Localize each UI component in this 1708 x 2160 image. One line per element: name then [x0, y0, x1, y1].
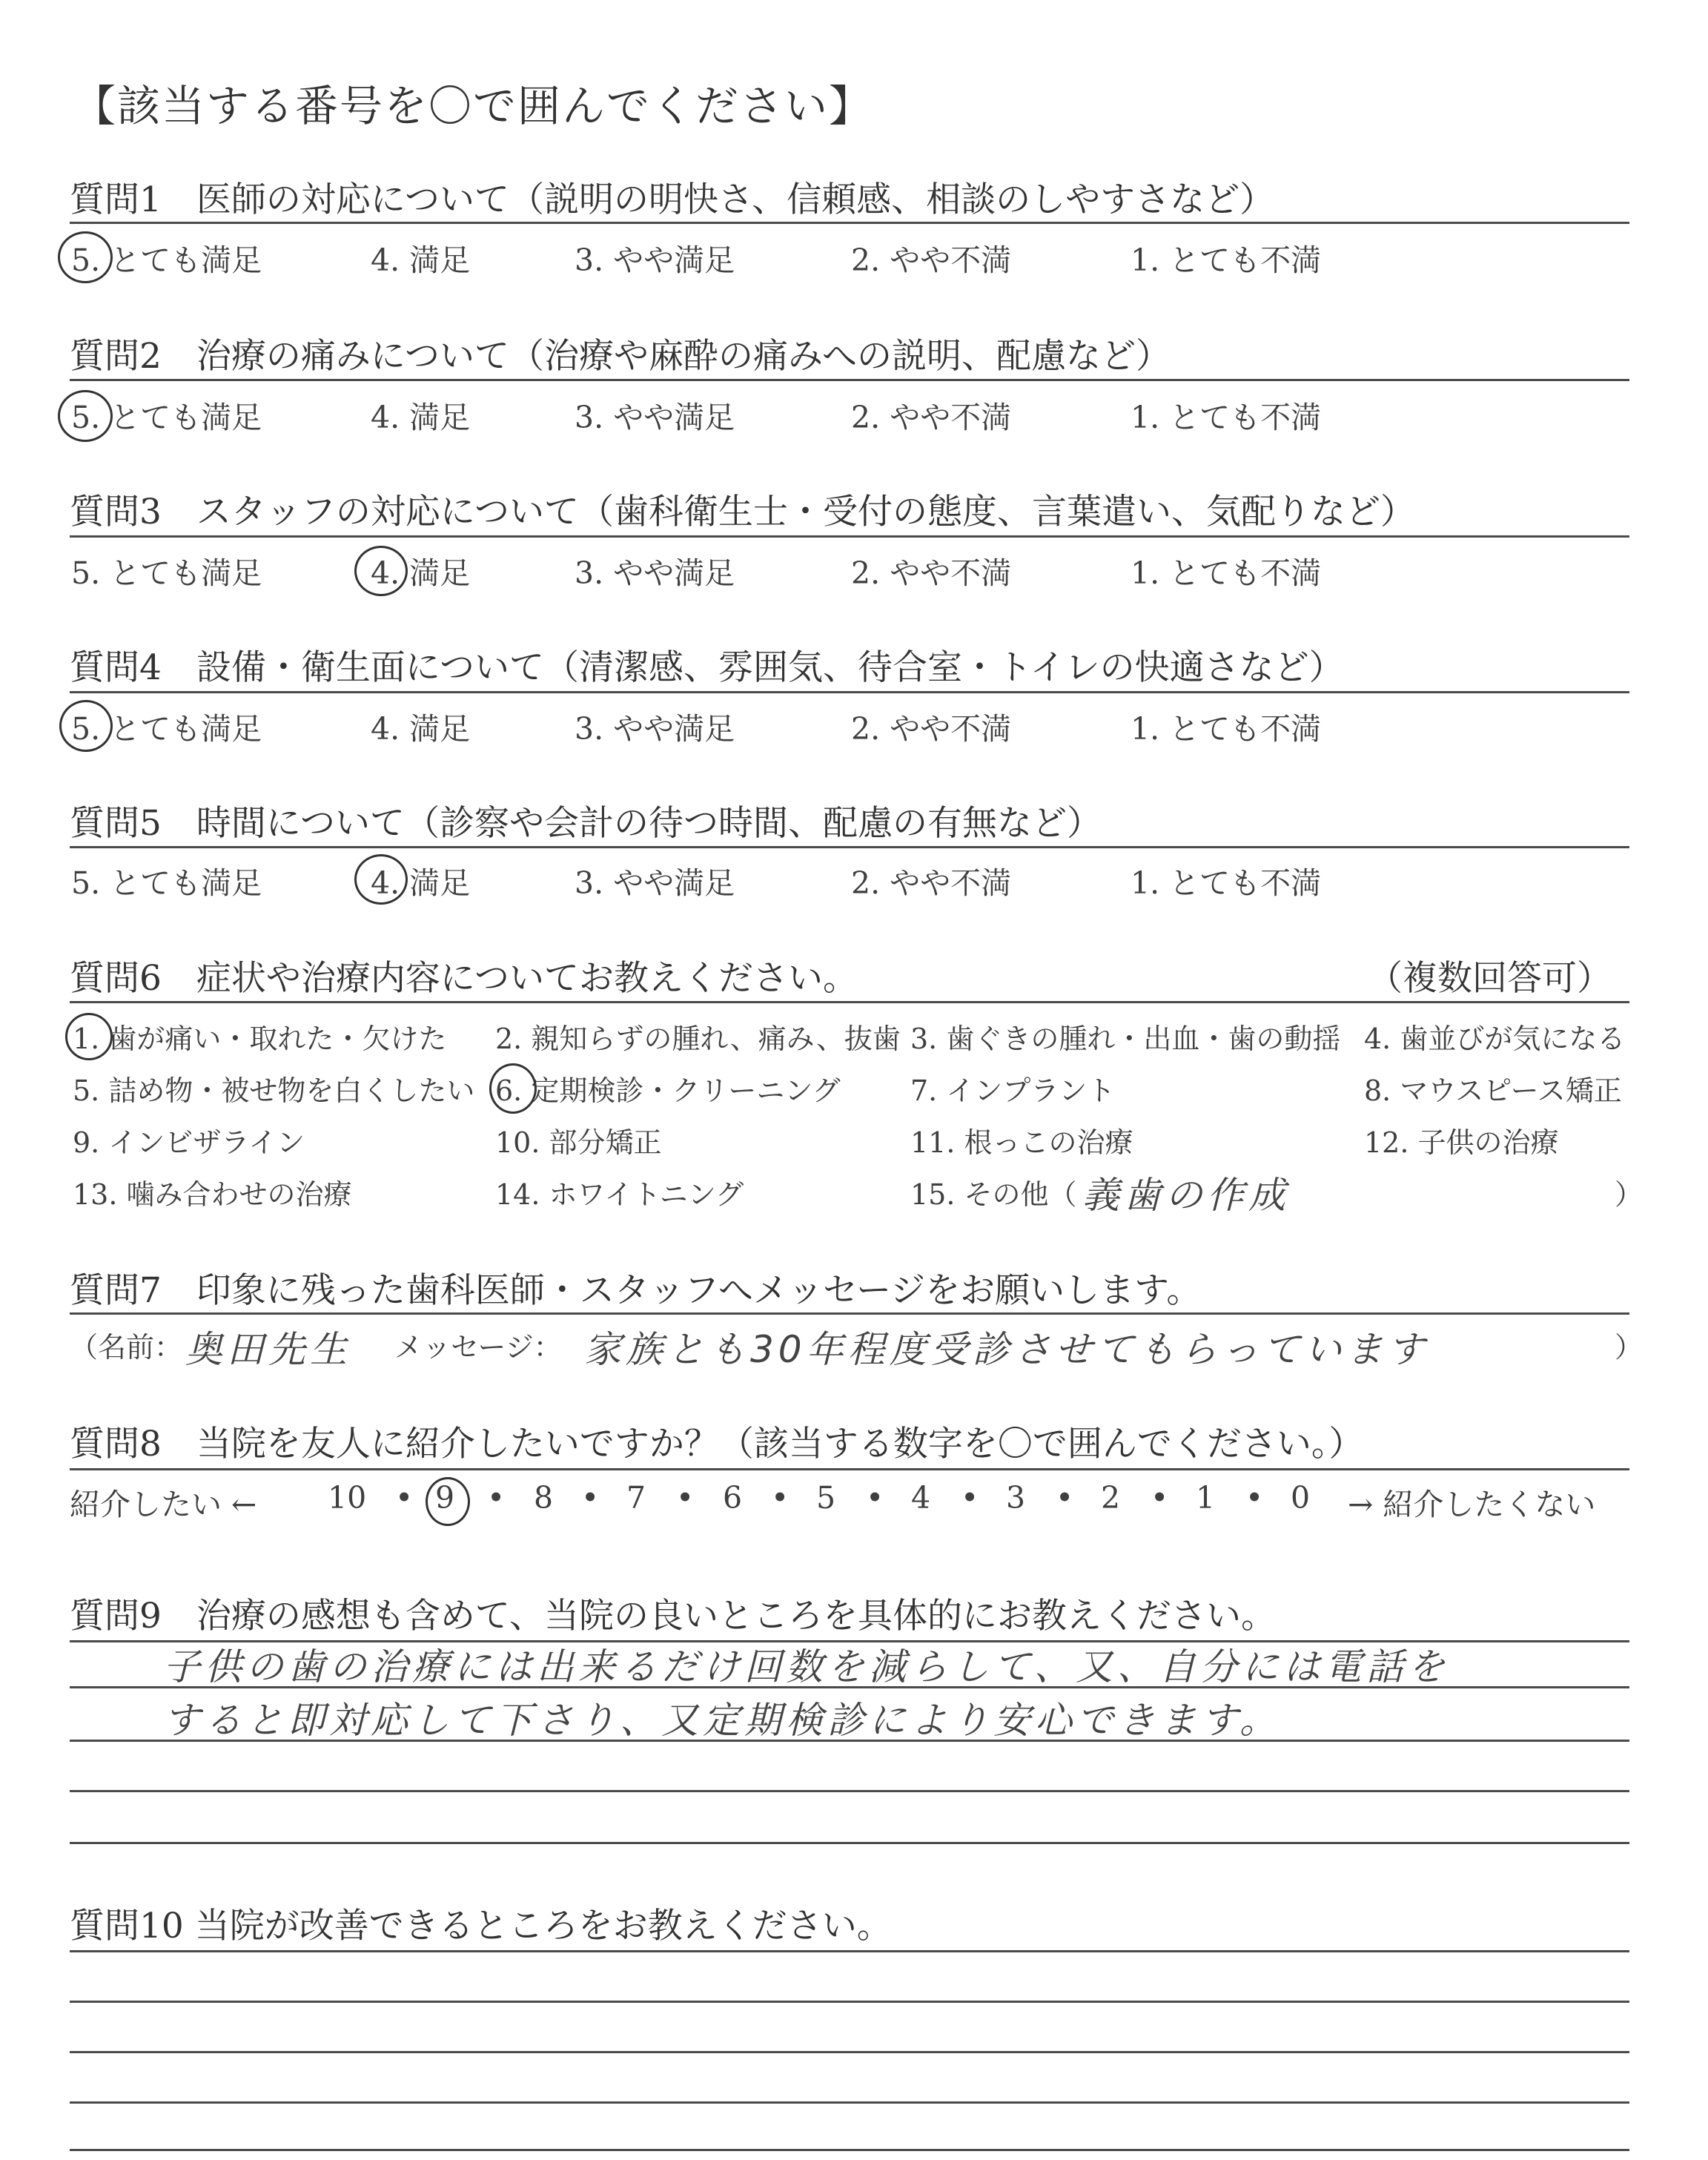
question-title: 質問4 設備・衛生面について（清潔感、雰囲気、待合室・トイレの快適さなど） [70, 647, 1344, 688]
divider [70, 222, 1629, 224]
answer-line [70, 1842, 1629, 1844]
choice-1[interactable]: 1. とても不満 [1131, 711, 1322, 747]
divider [70, 535, 1629, 538]
divider [70, 846, 1629, 848]
scale-dot: • [771, 1480, 790, 1516]
symptom-option-5[interactable]: 5. 詰め物・被せ物を白くしたい [73, 1074, 475, 1107]
scale-10[interactable]: 10 [328, 1480, 367, 1516]
scale-3[interactable]: 3 [1006, 1480, 1026, 1516]
choice-2[interactable]: 2. やや不満 [851, 555, 1012, 591]
question-title: 質問6 症状や治療内容についてお教えください。 [70, 958, 858, 999]
question-title: 質問10 当院が改善できるところをお教えください。 [70, 1906, 892, 1946]
other-close-paren: ） [1615, 1178, 1644, 1211]
symptom-option-12[interactable]: 12. 子供の治療 [1364, 1126, 1559, 1159]
scale-dot: • [866, 1480, 884, 1516]
recommend-left-label: 紹介したい ← [70, 1487, 257, 1522]
answer-line [70, 2051, 1629, 2053]
message-label: メッセージ： [394, 1331, 562, 1364]
choice-1[interactable]: 1. とても不満 [1131, 555, 1322, 591]
other-handwritten: 義歯の作成 [1082, 1174, 1290, 1217]
scale-dot: • [1056, 1480, 1074, 1516]
selection-circle [489, 1063, 537, 1114]
symptom-option-9[interactable]: 9. インビザライン [73, 1126, 305, 1159]
scale-9[interactable]: 9 [435, 1480, 455, 1516]
question-title: 質問9 治療の感想も含めて、当院の良いところを具体的にお教えください。 [70, 1596, 1276, 1636]
scale-0[interactable]: 0 [1291, 1480, 1311, 1516]
scale-dot: • [581, 1480, 600, 1516]
scale-dot: • [676, 1480, 695, 1516]
choice-5[interactable]: 5. とても満足 [71, 711, 262, 747]
handwritten-answer-line-2: すると即対応して下さり、又定期検診により安心できます。 [163, 1699, 1281, 1742]
symptom-option-4[interactable]: 4. 歯並びが気になる [1364, 1023, 1626, 1055]
scale-dot: • [961, 1480, 979, 1516]
choice-4[interactable]: 4. 満足 [371, 711, 471, 747]
scale-dot: • [1151, 1480, 1169, 1516]
selection-circle [58, 390, 113, 442]
symptom-option-1[interactable]: 1. 歯が痛い・取れた・欠けた [73, 1023, 447, 1055]
selection-circle [65, 1013, 113, 1060]
choice-4[interactable]: 4. 満足 [371, 865, 471, 901]
answer-line [70, 1950, 1629, 1952]
divider [70, 1312, 1629, 1315]
question-title: 質問8 当院を友人に紹介したいですか？（該当する数字を〇で囲んでください。） [70, 1424, 1364, 1464]
message-handwritten: 家族とも30年程度受診させてもらっています [584, 1328, 1429, 1371]
question-title: 質問3 スタッフの対応について（歯科衛生士・受付の態度、言葉遣い、気配りなど） [70, 492, 1415, 532]
symptom-option-8[interactable]: 8. マウスピース矯正 [1364, 1074, 1622, 1107]
selection-circle [354, 546, 408, 596]
scale-7[interactable]: 7 [626, 1480, 646, 1516]
question-title: 質問1 医師の対応について（説明の明快さ、信頼感、相談のしやすさなど） [70, 179, 1275, 220]
choice-5[interactable]: 5. とても満足 [71, 242, 262, 278]
scale-4[interactable]: 4 [911, 1480, 931, 1516]
choice-2[interactable]: 2. やや不満 [851, 711, 1012, 747]
symptom-option-3[interactable]: 3. 歯ぐきの腫れ・出血・歯の動揺 [910, 1023, 1341, 1055]
answer-line [70, 2101, 1629, 2104]
choice-4[interactable]: 4. 満足 [371, 242, 471, 278]
scale-1[interactable]: 1 [1196, 1480, 1216, 1516]
question-title: 質問7 印象に残った歯科医師・スタッフへメッセージをお願いします。 [70, 1270, 1202, 1311]
multi-answer-note: （複数回答可） [1368, 958, 1612, 999]
divider [70, 1468, 1629, 1470]
scale-dot: • [1245, 1480, 1264, 1516]
message-close-paren: ） [1615, 1331, 1644, 1364]
handwritten-answer-line-1: 子供の歯の治療には出来るだけ回数を減らして、又、自分には電話を [163, 1645, 1449, 1688]
symptom-option-13[interactable]: 13. 噛み合わせの治療 [73, 1178, 352, 1211]
scale-dot: • [395, 1480, 414, 1516]
symptom-option-2[interactable]: 2. 親知らずの腫れ、痛み、抜歯 [495, 1023, 901, 1055]
divider [70, 691, 1629, 693]
choice-2[interactable]: 2. やや不満 [851, 242, 1012, 278]
symptom-option-14[interactable]: 14. ホワイトニング [495, 1178, 744, 1211]
choice-1[interactable]: 1. とても不満 [1131, 865, 1322, 901]
selection-circle [426, 1477, 470, 1526]
choice-5[interactable]: 5. とても満足 [71, 400, 262, 435]
selection-circle [59, 700, 113, 752]
recommend-right-label: → 紹介したくない [1348, 1487, 1596, 1522]
question-title: 質問5 時間について（診察や会計の待つ時間、配慮の有無など） [70, 803, 1102, 844]
choice-1[interactable]: 1. とても不満 [1131, 400, 1322, 435]
scale-6[interactable]: 6 [723, 1480, 743, 1516]
name-label: （名前： [70, 1331, 183, 1364]
choice-5[interactable]: 5. とても満足 [71, 555, 262, 591]
choice-3[interactable]: 3. やや満足 [575, 400, 735, 435]
page-title: 【該当する番号を〇で囲んでください】 [73, 81, 874, 131]
divider [70, 1001, 1629, 1003]
choice-2[interactable]: 2. やや不満 [851, 865, 1012, 901]
selection-circle [58, 231, 113, 283]
choice-4[interactable]: 4. 満足 [371, 555, 471, 591]
choice-3[interactable]: 3. やや満足 [575, 242, 735, 278]
symptom-option-6[interactable]: 6. 定期検診・クリーニング [495, 1074, 841, 1107]
symptom-option-11[interactable]: 11. 根っこの治療 [910, 1126, 1133, 1159]
question-title: 質問2 治療の痛みについて（治療や麻酔の痛みへの説明、配慮など） [70, 336, 1171, 377]
choice-3[interactable]: 3. やや満足 [575, 865, 735, 901]
symptom-option-10[interactable]: 10. 部分矯正 [495, 1126, 662, 1159]
answer-line [70, 2149, 1629, 2151]
choice-5[interactable]: 5. とても満足 [71, 865, 262, 901]
choice-3[interactable]: 3. やや満足 [575, 711, 735, 747]
symptom-option-15[interactable]: 15. その他（ [910, 1178, 1077, 1211]
divider [70, 379, 1629, 381]
scale-5[interactable]: 5 [816, 1480, 836, 1516]
choice-2[interactable]: 2. やや不満 [851, 400, 1012, 435]
selection-circle [354, 854, 408, 905]
answer-line [70, 1790, 1629, 1792]
scale-dot: • [487, 1480, 506, 1516]
choice-3[interactable]: 3. やや満足 [575, 555, 735, 591]
scale-8[interactable]: 8 [534, 1480, 554, 1516]
symptom-option-7[interactable]: 7. インプラント [910, 1074, 1116, 1107]
name-handwritten: 奥田先生 [185, 1328, 351, 1371]
answer-line [70, 2001, 1629, 2003]
scale-2[interactable]: 2 [1101, 1480, 1121, 1516]
choice-4[interactable]: 4. 満足 [371, 400, 471, 435]
choice-1[interactable]: 1. とても不満 [1131, 242, 1322, 278]
